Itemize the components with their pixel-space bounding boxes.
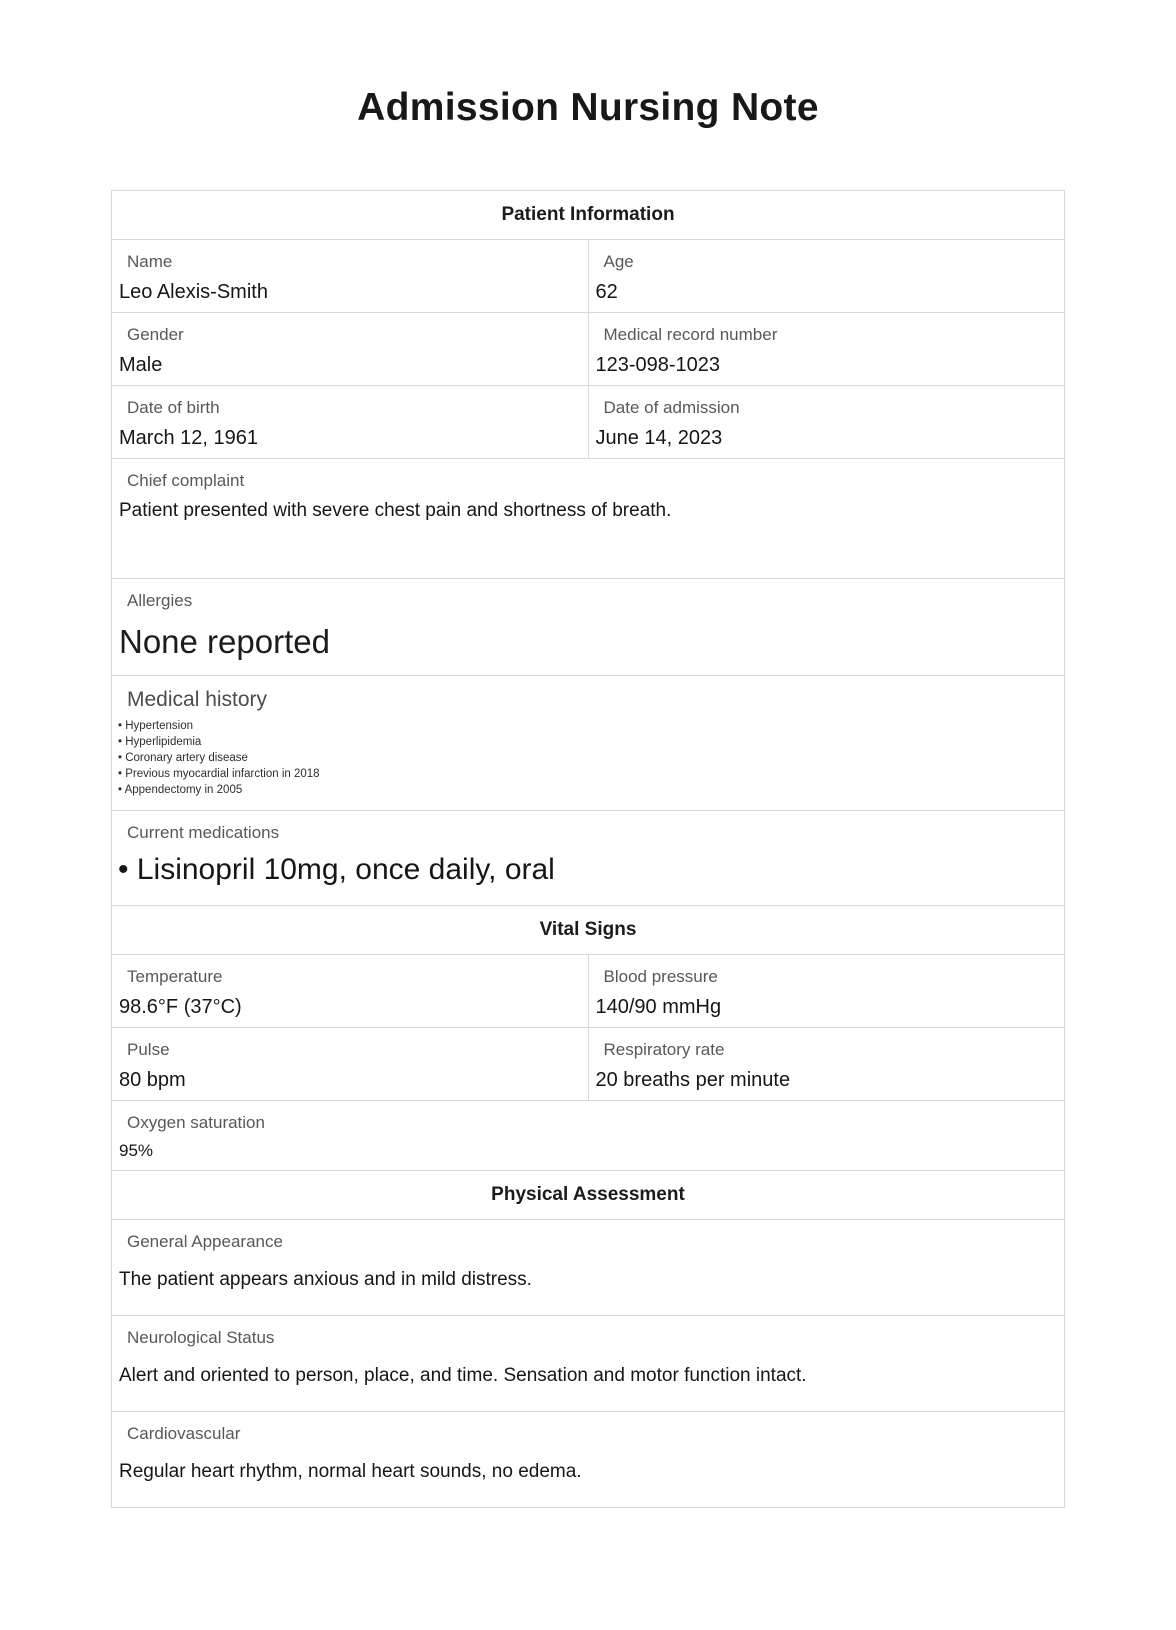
neurological-status-label: Neurological Status <box>127 1328 275 1347</box>
temperature-label: Temperature <box>127 967 223 986</box>
field-medical-record-number <box>588 313 1065 386</box>
table-row <box>112 1101 1065 1171</box>
medical-history-list <box>118 718 1056 798</box>
date-of-admission-value: June 14, 2023 <box>595 427 723 449</box>
list-item: • Hyperlipidemia <box>118 734 1056 750</box>
respiratory-rate-label: Respiratory rate <box>603 1040 725 1059</box>
document-page <box>111 0 1065 1623</box>
field-pulse <box>112 1028 589 1101</box>
field-name <box>112 240 589 313</box>
blood-pressure-label: Blood pressure <box>603 967 718 986</box>
chief-complaint-value: Patient presented with severe chest pain and shortness of breath. <box>119 500 672 521</box>
pulse-value: 80 bpm <box>119 1069 186 1091</box>
table-row <box>112 1028 1065 1101</box>
cardiovascular-label: Cardiovascular <box>127 1424 241 1443</box>
section-title-physical-assessment: Physical Assessment <box>112 1171 1065 1220</box>
field-neurological-status <box>112 1316 1065 1412</box>
table-row <box>112 955 1065 1028</box>
field-cardiovascular <box>112 1412 1065 1508</box>
pulse-label: Pulse <box>127 1040 170 1059</box>
list-item: • Coronary artery disease <box>118 750 1056 766</box>
field-current-medications <box>112 811 1065 906</box>
table-row <box>112 579 1065 676</box>
neurological-status-value: Alert and oriented to person, place, and time. Sensation and motor function intact. <box>119 1365 807 1386</box>
age-label: Age <box>603 252 634 271</box>
field-respiratory-rate <box>588 1028 1065 1101</box>
gender-label: Gender <box>127 325 184 344</box>
table-row <box>112 676 1065 811</box>
list-item: • Previous myocardial infarction in 2018 <box>118 766 1056 782</box>
date-of-birth-label: Date of birth <box>127 398 220 417</box>
cardiovascular-value: Regular heart rhythm, normal heart sounds, no edema. <box>119 1461 582 1482</box>
general-appearance-value: The patient appears anxious and in mild distress. <box>119 1269 532 1290</box>
section-title-vital-signs: Vital Signs <box>112 906 1065 955</box>
current-medications-label: Current medications <box>127 823 280 842</box>
gender-value: Male <box>119 354 163 376</box>
table-row <box>112 1316 1065 1412</box>
field-general-appearance <box>112 1220 1065 1316</box>
table-row <box>112 313 1065 386</box>
field-gender <box>112 313 589 386</box>
table-row <box>112 1220 1065 1316</box>
field-chief-complaint <box>112 459 1065 579</box>
current-medications-list <box>118 853 1056 887</box>
field-blood-pressure <box>588 955 1065 1028</box>
blood-pressure-value: 140/90 mmHg <box>595 996 722 1018</box>
list-item: • Appendectomy in 2005 <box>118 782 1056 798</box>
field-age <box>588 240 1065 313</box>
admission-form-table <box>111 190 1065 1508</box>
list-item: • Lisinopril 10mg, once daily, oral <box>118 853 1056 887</box>
field-date-of-birth <box>112 386 589 459</box>
general-appearance-label: General Appearance <box>127 1232 283 1251</box>
section-header-row <box>112 191 1065 240</box>
allergies-label: Allergies <box>127 591 193 610</box>
section-title-patient-information: Patient Information <box>112 191 1065 240</box>
section-header-row <box>112 1171 1065 1220</box>
field-date-of-admission <box>588 386 1065 459</box>
name-label: Name <box>127 252 173 271</box>
page-title: Admission Nursing Note <box>357 86 819 129</box>
field-medical-history <box>112 676 1065 811</box>
age-value: 62 <box>595 281 618 303</box>
table-row <box>112 459 1065 579</box>
chief-complaint-label: Chief complaint <box>127 471 245 490</box>
temperature-value: 98.6°F (37°C) <box>119 996 242 1018</box>
field-allergies <box>112 579 1065 676</box>
date-of-admission-label: Date of admission <box>603 398 740 417</box>
table-row <box>112 240 1065 313</box>
list-item: • Hypertension <box>118 718 1056 734</box>
allergies-value: None reported <box>119 623 330 660</box>
oxygen-saturation-value: 95% <box>119 1141 154 1160</box>
table-row <box>112 811 1065 906</box>
medical-history-label: Medical history <box>127 688 268 711</box>
oxygen-saturation-label: Oxygen saturation <box>127 1113 265 1132</box>
respiratory-rate-value: 20 breaths per minute <box>595 1069 791 1091</box>
table-row <box>112 386 1065 459</box>
date-of-birth-value: March 12, 1961 <box>119 427 258 449</box>
field-oxygen-saturation <box>112 1101 1065 1171</box>
section-header-row <box>112 906 1065 955</box>
table-row <box>112 1412 1065 1508</box>
field-temperature <box>112 955 589 1028</box>
medical-record-number-value: 123-098-1023 <box>595 354 721 376</box>
name-value: Leo Alexis-Smith <box>119 281 268 303</box>
medical-record-number-label: Medical record number <box>603 325 778 344</box>
